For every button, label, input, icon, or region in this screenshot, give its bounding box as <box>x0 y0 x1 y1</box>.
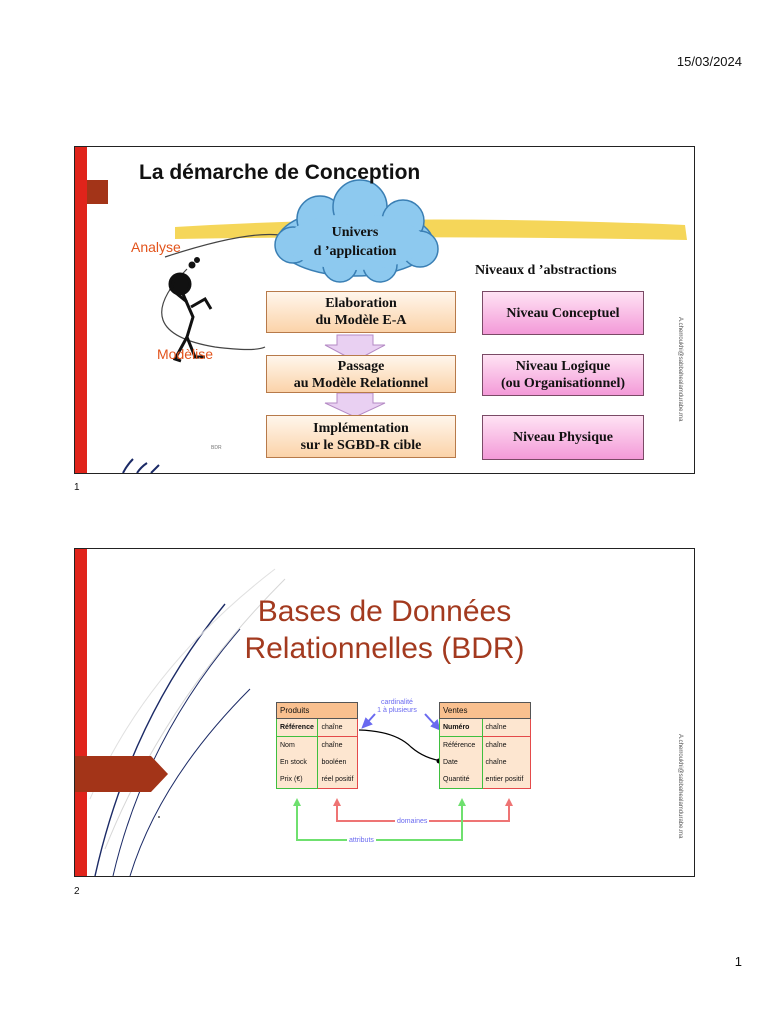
attributes-label: attributs <box>349 837 374 844</box>
level-box-logique <box>482 354 644 396</box>
table-row <box>440 754 531 771</box>
cloud-line-2: d ’application <box>313 244 397 259</box>
dot <box>158 816 160 818</box>
relation-line <box>359 730 443 761</box>
slide-title: La démarche de Conception <box>139 161 421 184</box>
slide-1 <box>74 146 695 474</box>
slide-2-title <box>75 593 694 667</box>
modelise-label: Modèlise <box>157 346 214 362</box>
table-row <box>277 771 358 789</box>
cardinality-line-1: cardinalité <box>381 699 413 706</box>
title-line-2: Relationnelles (BDR) <box>244 632 525 665</box>
decor-lines <box>123 459 159 473</box>
step-box-elaboration <box>266 291 456 333</box>
table-row <box>440 771 531 789</box>
attr-cell: En stock <box>277 754 318 771</box>
level-box-conceptuel <box>482 291 644 335</box>
domains-label: domaines <box>397 818 428 825</box>
ventes-table-name: Ventes <box>440 703 531 719</box>
side-text: A.cherroukhi@sabbahealamdurabe.ma <box>677 734 683 839</box>
type-cell: chaîne <box>482 754 530 771</box>
step-line-2: sur le SGBD-R cible <box>300 438 422 453</box>
levels-heading: Niveaux d ’abstractions <box>475 263 617 278</box>
table-row <box>277 737 358 755</box>
attr-cell: Référence <box>277 719 318 737</box>
level-box-physique <box>482 415 644 460</box>
type-cell: chaîne <box>482 719 530 737</box>
step-box-passage <box>266 355 456 393</box>
table-row <box>440 719 531 737</box>
level-line-1: Niveau Conceptuel <box>506 306 620 321</box>
table-row <box>277 719 358 737</box>
slide-number-2: 2 <box>74 886 80 897</box>
type-cell: chaîne <box>318 719 358 737</box>
level-line-1: Niveau Physique <box>513 430 613 445</box>
type-cell: réel positif <box>318 771 358 789</box>
step-line-1: Passage <box>337 359 385 374</box>
step-line-1: Elaboration <box>325 296 397 311</box>
type-cell: entier positif <box>482 771 530 789</box>
cloud-text <box>305 223 405 261</box>
header-date: 15/03/2024 <box>676 54 742 69</box>
cardinality-arrows <box>363 714 439 729</box>
slide-2 <box>74 548 695 877</box>
small-mark: BDR <box>211 445 222 451</box>
level-line-2: (ou Organisationnel) <box>500 376 626 391</box>
cardinality-label <box>367 699 427 715</box>
cardinality-line-2: 1 à plusieurs <box>377 707 417 714</box>
type-cell: chaîne <box>318 737 358 755</box>
attr-cell: Numéro <box>440 719 483 737</box>
attr-cell: Référence <box>440 737 483 755</box>
level-line-1: Niveau Logique <box>515 359 611 374</box>
produits-table-name: Produits <box>277 703 358 719</box>
title-line-1: Bases de Données <box>257 595 512 628</box>
step-line-1: Implémentation <box>313 421 409 436</box>
attr-cell: Date <box>440 754 483 771</box>
analyse-label: Analyse <box>131 239 181 255</box>
step-box-implementation <box>266 415 456 458</box>
cloud-line-1: Univers <box>331 225 379 240</box>
domain-arrowheads <box>333 798 513 806</box>
side-text: A.cherroukhi@sabbahealamdurabe.ma <box>677 317 683 422</box>
type-cell: booléen <box>318 754 358 771</box>
page-number: 1 <box>734 954 742 969</box>
slide-number-1: 1 <box>74 482 80 493</box>
type-cell: chaîne <box>482 737 530 755</box>
attr-cell: Nom <box>277 737 318 755</box>
table-row <box>277 754 358 771</box>
step-line-2: au Modèle Relationnel <box>293 376 429 391</box>
attr-cell: Quantité <box>440 771 483 789</box>
attribute-arrowheads <box>293 798 466 806</box>
ventes-table <box>439 702 531 789</box>
table-row <box>440 737 531 755</box>
red-arrow-tab <box>75 756 168 792</box>
attr-cell: Prix (€) <box>277 771 318 789</box>
step-line-2: du Modèle E-A <box>315 313 407 328</box>
produits-table <box>276 702 358 789</box>
